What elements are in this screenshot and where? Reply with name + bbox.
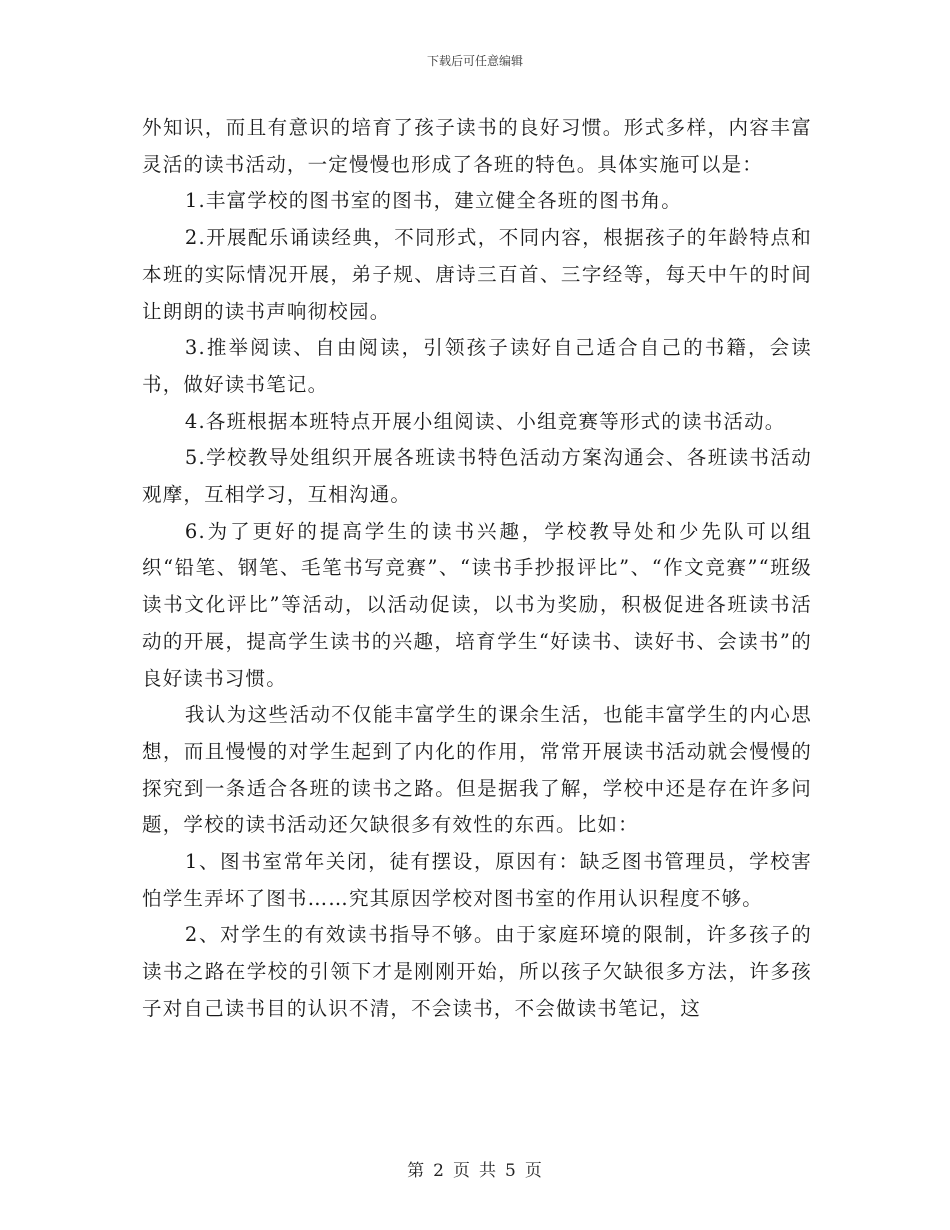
footer-total-pages: 5 xyxy=(505,1161,517,1181)
paragraph-7: 6.为了更好的提高学生的读书兴趣，学校教导处和少先队可以组织“铅笔、钢笔、毛笔书写竞赛”、“读书手抄报评比”、“作文竞赛”“班级读书文化评比”等活动，以活动促读，以书为奖励，积极促进各班读书活动的开展，提高学生读书的兴趣，培育学生“好读书、读好书、会读书”的良好读书习惯。 xyxy=(142,519,812,690)
footer-current-page: 2 xyxy=(433,1161,445,1181)
paragraph-2: 1.丰富学校的图书室的图书，建立健全各班的图书角。 xyxy=(184,189,682,213)
paragraph-6: 5.学校教导处组织开展各班读书特色活动方案沟通会、各班读书活动观摩，互相学习，互相沟通。 xyxy=(142,446,812,507)
paragraph-8: 我认为这些活动不仅能丰富学生的课余生活，也能丰富学生的内心思想，而且慢慢的对学生起到了内化的作用，常常开展读书活动就会慢慢的探究到一条适合各班的读书之路。但是据我了解，学校中还是存在许多问题，学校的读书活动还欠缺很多有效性的东西。比如： xyxy=(142,703,812,837)
page-footer xyxy=(0,1156,950,1181)
paragraph-10: 2、对学生的有效读书指导不够。由于家庭环境的限制，许多孩子的读书之路在学校的引领下才是刚刚开始，所以孩子欠缺很多方法，许多孩子对自己读书目的认识不清，不会读书，不会做读书笔记，这 xyxy=(142,923,812,1020)
document-body xyxy=(142,110,812,1028)
footer-prefix: 第 xyxy=(407,1161,426,1181)
footer-suffix: 页 xyxy=(524,1161,543,1181)
footer-total-word: 共 xyxy=(479,1161,497,1181)
footer-page-word: 页 xyxy=(453,1161,471,1181)
paragraph-5: 4.各班根据本班特点开展小组阅读、小组竞赛等形式的读书活动。 xyxy=(184,409,786,433)
paragraph-9: 1、图书室常年关闭，徒有摆设，原因有：缺乏图书管理员，学校害怕学生弄坏了图书……究其原因学校对图书室的作用认识程度不够。 xyxy=(142,850,812,910)
paragraph-4: 3.推举阅读、自由阅读，引领孩子读好自己适合自己的书籍，会读书，做好读书笔记。 xyxy=(142,336,812,396)
paragraph-1: 外知识，而且有意识的培育了孩子读书的良好习惯。形式多样，内容丰富灵活的读书活动，一定慢慢也形成了各班的特色。具体实施可以是： xyxy=(142,116,812,176)
header-note: 下载后可任意编辑 xyxy=(426,54,523,68)
paragraph-3: 2.开展配乐诵读经典，不同形式，不同内容，根据孩子的年龄特点和本班的实际情况开展，弟子规、唐诗三百首、三字经等，每天中午的时间让朗朗的读书声响彻校园。 xyxy=(142,226,812,323)
